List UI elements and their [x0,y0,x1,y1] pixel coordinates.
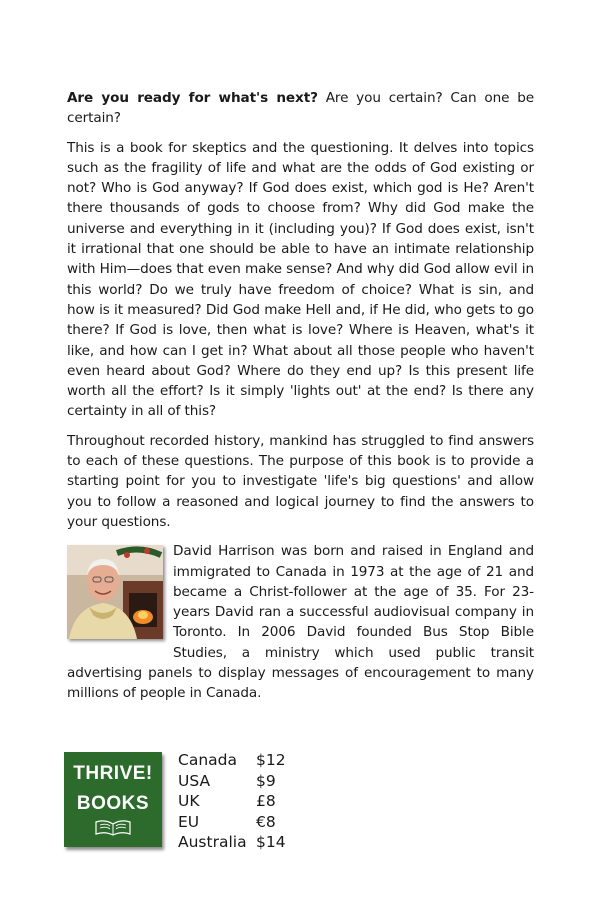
country: Australia [178,833,247,851]
price-row [178,791,286,812]
logo-line-1: THRIVE! [73,763,153,784]
country: UK [178,792,200,810]
price-row [178,812,286,833]
description-paragraph: This is a book for skeptics and the questioning. It delves into topics such as the fragility of life and what are the odds of God existing or not? Who is God anyway? If God does exist, which god is He? Aren't there thousands of gods to choose from? Why did God make the universe and everything in it (including you)? If God does exist, isn't it irrational that one should be able to have an intimate relationship with Him—does that even make sense? And why did God allow evil in this world? Do we truly have freedom of choice? What is sin, and how is it measured? Did God make Hell and, if He did, who gets to go there? If God is love, then what is love? Where is Heaven, what's it like, and how can I get in? What about all those people who haven't even heard about God? Where do they end up? Is this present life worth all the effort? Is it simply 'lights out' at the end? Is there any certainty in all of this? [67,139,534,420]
country: USA [178,771,211,790]
country: Canada [178,751,237,769]
purpose-paragraph: Throughout recorded history, mankind has struggled to find answers to each of these questions. The purpose of this book is to provide a starting point for you to investigate 'life's big questions' and allow you to follow a reasoned and logical journey to find the answers to your questions. [67,432,534,530]
price: $9 [256,771,276,790]
price-row [178,771,286,792]
open-book-icon [93,818,133,836]
price: €8 [256,812,276,831]
price: £8 [256,792,276,810]
thrive-books-logo [64,752,162,847]
author-photo [67,545,163,639]
author-bio: David Harrison was born and raised in England and immigrated to Canada in 1973 at the age of 21 and became a Christ-follower at the age of 35. For 23-years David ran a successful audiovisual company in Toronto. In 2006 David founded Bus Stop Bible Studies, a ministry which used public transit advertising panels to display messages of encouragement to many millions of people in Canada. [67,543,534,702]
price: $12 [256,751,286,769]
price-row [178,750,286,771]
price: $14 [256,833,286,851]
intro-paragraph [67,88,534,129]
country: EU [178,812,200,831]
author-section [67,541,534,703]
intro-rest: Are you certain? Can one be certain? [67,90,534,127]
cover-text [67,88,534,713]
logo-line-2: BOOKS [76,793,150,814]
price-row [178,832,286,853]
price-list [178,750,286,853]
intro-bold: Are you ready for what's next? [67,90,318,106]
